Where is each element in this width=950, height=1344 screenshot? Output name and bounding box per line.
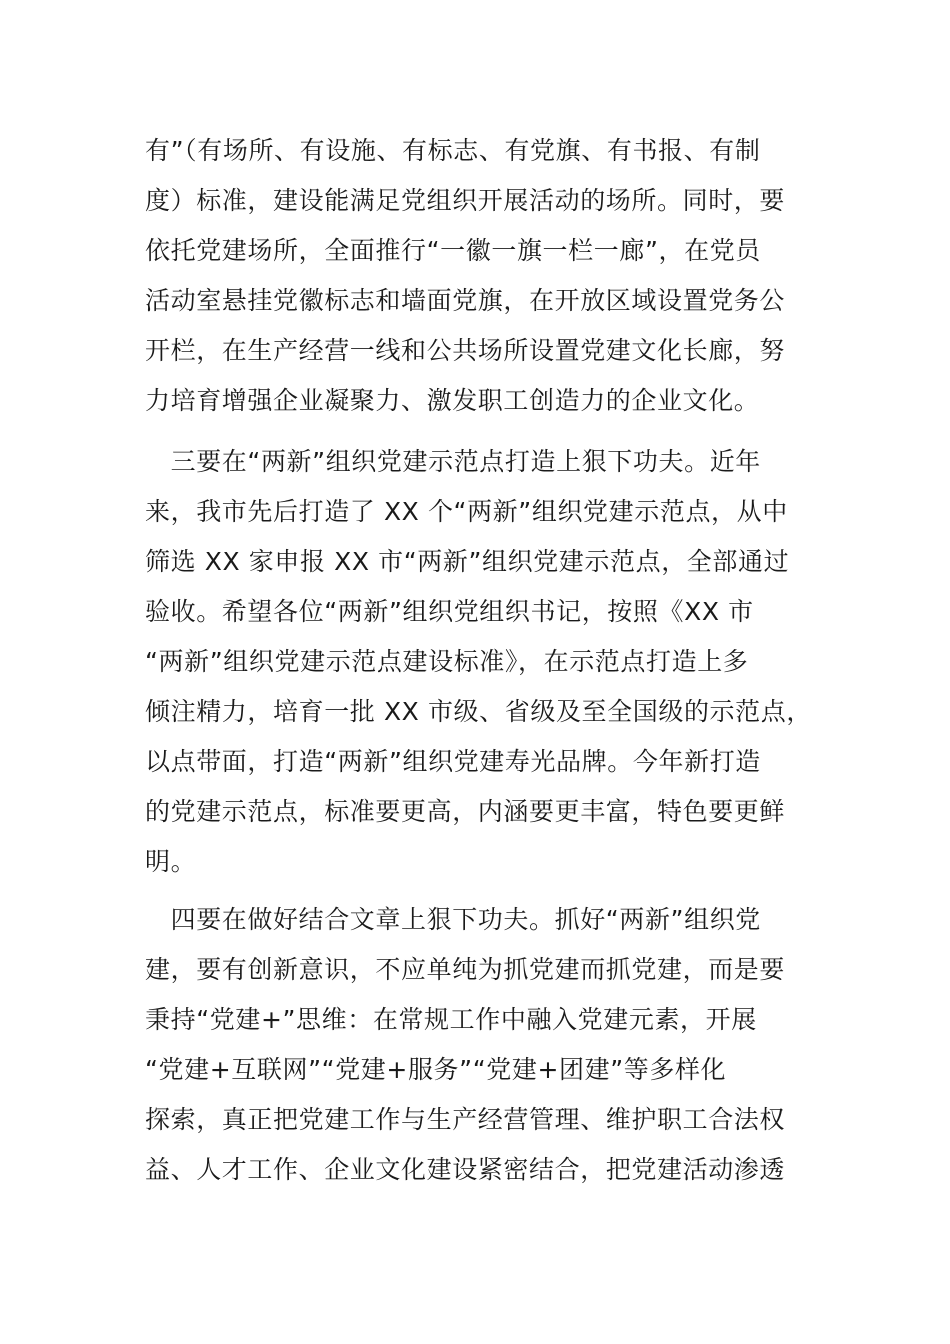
text-line: “党建+互联网”“党建+服务”“党建+团建”等多样化 [145, 1055, 727, 1084]
text-line: 三要在“两新”组织党建示范点打造上狠下功夫。近年 [145, 447, 761, 476]
text-line: 力培育增强企业凝聚力、激发职工创造力的企业文化。 [145, 386, 760, 415]
text-line: 探索，真正把党建工作与生产经营管理、维护职工合法权 [145, 1105, 786, 1134]
text-line: 度）标准，建设能满足党组织开展活动的场所。同时，要 [145, 186, 786, 215]
text-line: 依托党建场所，全面推行“一徽一旗一栏一廊”，在党员 [145, 236, 761, 265]
text-line: “两新”组织党建示范点建设标准》，在示范点打造上多 [145, 647, 749, 676]
text-line: 有”（有场所、有设施、有标志、有党旗、有书报、有制 [145, 136, 761, 165]
paragraph-venue-standards [145, 126, 810, 426]
text-line: 来，我市先后打造了 XX 个“两新”组织党建示范点，从中 [145, 497, 788, 526]
text-line: 验收。希望各位“两新”组织党组织书记，按照《XX 市 [145, 597, 754, 626]
text-line: 建，要有创新意识，不应单纯为抓党建而抓党建，而是要 [145, 955, 786, 984]
text-line: 倾注精力，培育一批 XX 市级、省级及至全国级的示范点， [145, 697, 812, 726]
text-line: 秉持“党建+”思维：在常规工作中融入党建元素，开展 [145, 1005, 757, 1034]
text-line: 益、人才工作、企业文化建设紧密结合，把党建活动渗透 [145, 1155, 786, 1184]
paragraph-integration [145, 895, 810, 1195]
text-line: 四要在做好结合文章上狠下功夫。抓好“两新”组织党 [145, 905, 761, 934]
text-line: 以点带面，打造“两新”组织党建寿光品牌。今年新打造 [145, 747, 761, 776]
text-line: 开栏，在生产经营一线和公共场所设置党建文化长廊，努 [145, 336, 786, 365]
text-line: 筛选 XX 家申报 XX 市“两新”组织党建示范点，全部通过 [145, 547, 790, 576]
paragraph-demonstration-sites [145, 437, 810, 887]
text-line: 明。 [145, 847, 197, 876]
text-line: 活动室悬挂党徽标志和墙面党旗，在开放区域设置党务公 [145, 286, 786, 315]
text-line: 的党建示范点，标准要更高，内涵要更丰富，特色要更鲜 [145, 797, 786, 826]
